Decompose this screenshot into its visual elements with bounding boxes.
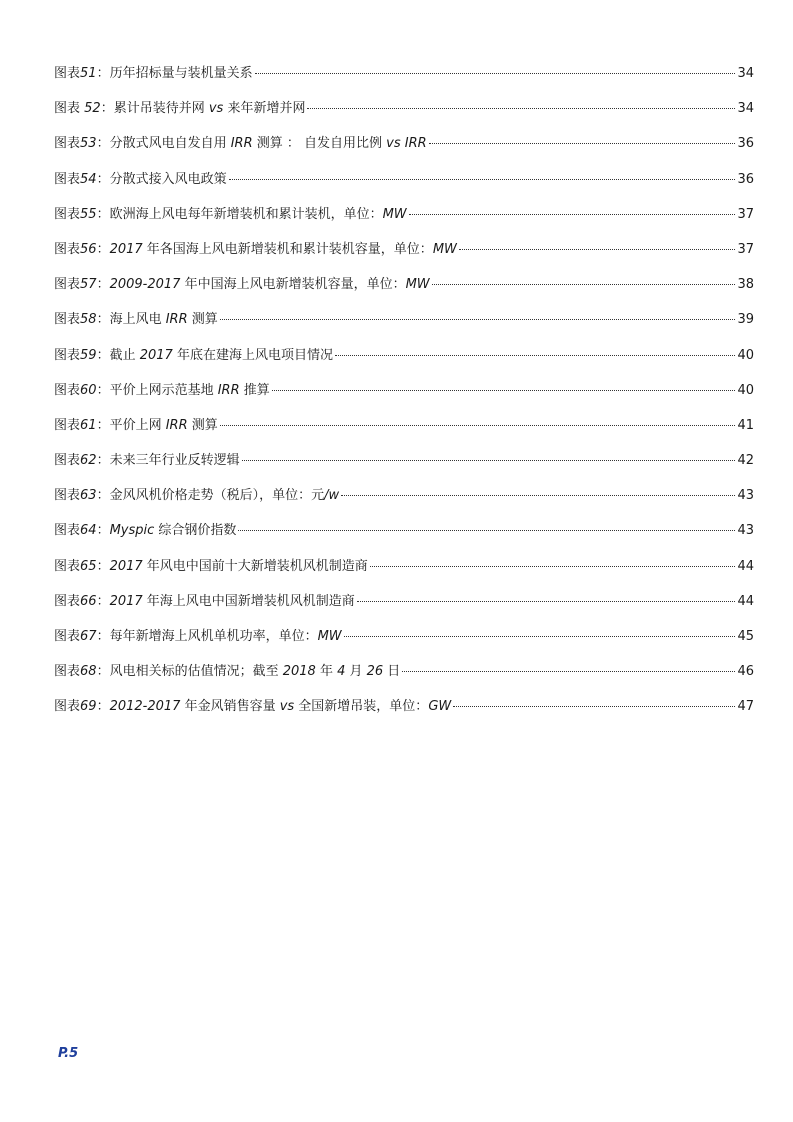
figure-caption-text: 测算 <box>187 312 218 328</box>
figure-prefix: 图表 <box>54 206 81 222</box>
dot-leader <box>409 214 736 215</box>
dot-leader <box>429 143 736 144</box>
toc-entry[interactable] <box>54 64 754 99</box>
toc-page-number[interactable]: 42 <box>737 453 754 469</box>
figure-caption-text: 年海上风电中国新增装机风机制造商 <box>142 593 355 609</box>
figure-caption-text: IRR <box>217 382 240 398</box>
toc-entry-title[interactable] <box>54 170 227 190</box>
figure-caption-text: vs IRR <box>386 136 427 152</box>
figure-prefix: 图表 <box>54 136 81 152</box>
toc-entry[interactable] <box>54 662 754 697</box>
dot-leader <box>272 390 736 391</box>
toc-entry-title[interactable] <box>54 486 339 506</box>
figure-caption-text: 年 <box>315 664 338 680</box>
toc-page-number[interactable]: 36 <box>737 136 754 152</box>
toc-entry-title[interactable] <box>54 381 270 401</box>
figure-prefix: 图表 <box>54 593 81 609</box>
toc-page-number[interactable]: 45 <box>737 629 754 644</box>
figure-caption-text: 4 <box>337 664 346 680</box>
dot-leader <box>255 73 736 74</box>
figure-separator: ： <box>96 417 110 433</box>
figure-caption-text: 2017 <box>139 347 173 363</box>
figure-caption-text: 欧洲海上风电每年新增装机和累计装机，单位： <box>109 206 383 222</box>
figure-caption-text: 分散式接入风电政策 <box>109 171 227 187</box>
figure-number: 68 <box>80 664 97 680</box>
figure-caption-text: 来年新增并网 <box>223 101 306 117</box>
figure-caption-text: 测算 <box>187 417 218 433</box>
toc-page-number[interactable]: 39 <box>737 312 754 328</box>
toc-entry[interactable] <box>54 310 754 345</box>
toc-entry[interactable] <box>54 486 754 521</box>
figure-caption-text: 未来三年行业反转逻辑 <box>109 453 240 469</box>
figure-caption-text: 金风风机价格走势（税后），单位：元 <box>109 488 325 504</box>
figure-prefix: 图表 <box>54 312 81 328</box>
figure-caption-text: IRR <box>165 312 188 328</box>
figure-caption-text: 2017 <box>109 593 143 609</box>
figure-caption-text: 分散式风电自发自用 <box>109 136 231 152</box>
figure-caption-text: 测算 ： 自发自用比例 <box>252 136 387 152</box>
toc-entry-title[interactable] <box>54 99 305 119</box>
toc-entry-title[interactable] <box>54 134 427 154</box>
toc-entry-title[interactable] <box>54 310 218 330</box>
toc-entry-title[interactable] <box>54 416 218 436</box>
figure-caption-text: IRR <box>230 136 253 152</box>
figure-separator: ： <box>96 312 110 328</box>
figure-prefix: 图表 <box>54 453 81 469</box>
dot-leader <box>242 460 736 461</box>
figure-caption-text: 年各国海上风电新增装机和累计装机容量，单位： <box>142 241 433 257</box>
toc-page-number[interactable]: 46 <box>737 664 754 680</box>
figure-prefix: 图表 <box>54 382 81 398</box>
figure-separator: ： <box>96 241 110 257</box>
figure-caption-text: 综合钢价指数 <box>154 523 237 539</box>
toc-entry[interactable] <box>54 381 754 416</box>
figure-caption-text: MW <box>382 206 407 222</box>
figure-caption-text: IRR <box>165 417 188 433</box>
figure-number: 57 <box>80 277 97 293</box>
toc-entry-title[interactable] <box>54 592 355 612</box>
figure-separator: ： <box>96 523 110 539</box>
figure-caption-text: 海上风电 <box>109 312 166 328</box>
figure-number: 65 <box>80 558 97 574</box>
figure-separator: ： <box>96 488 110 504</box>
dot-leader <box>357 601 736 602</box>
figure-separator: ： <box>96 277 110 293</box>
figure-prefix: 图表 <box>54 523 81 539</box>
figure-number: 55 <box>80 206 97 222</box>
figure-number: 62 <box>80 453 97 469</box>
toc-entry[interactable] <box>54 240 754 275</box>
figure-separator: ： <box>96 382 110 398</box>
figure-number: 51 <box>80 66 97 81</box>
figure-caption-text: 日 <box>383 664 401 680</box>
figure-caption-text: MW <box>317 629 342 644</box>
toc-entry-title[interactable] <box>54 521 236 541</box>
toc-page-number[interactable]: 36 <box>737 171 754 187</box>
figure-prefix: 图表 <box>54 629 81 644</box>
toc-entry-title[interactable] <box>54 697 451 717</box>
figure-caption-text: 全国新增吊装，单位： <box>294 699 429 715</box>
figure-prefix: 图表 <box>54 101 81 117</box>
figure-number: 52 <box>80 101 101 117</box>
figure-caption-text: 年风电中国前十大新增装机风机制造商 <box>142 558 368 574</box>
toc-entry[interactable] <box>54 697 754 732</box>
figure-caption-text: 2009-2017 <box>109 277 181 293</box>
toc-entry[interactable] <box>54 557 754 592</box>
toc-entry[interactable] <box>54 416 754 451</box>
figure-separator: ： <box>96 206 110 222</box>
figure-caption-text: vs <box>279 699 295 715</box>
figure-caption-text: 2018 <box>282 664 316 680</box>
figure-number: 53 <box>80 136 97 152</box>
figure-separator: ： <box>96 136 110 152</box>
figure-caption-text: 风电相关标的估值情况；截至 <box>109 664 283 680</box>
dot-leader <box>220 319 736 320</box>
toc-page-number[interactable]: 43 <box>737 488 754 504</box>
toc-entry[interactable] <box>54 451 754 486</box>
figure-separator: ： <box>96 558 110 574</box>
figure-caption-text: 历年招标量与装机量关系 <box>109 66 253 81</box>
figure-prefix: 图表 <box>54 66 81 81</box>
figure-separator: ： <box>96 66 110 81</box>
dot-leader <box>341 495 735 496</box>
figure-separator: ： <box>96 593 110 609</box>
toc-entry[interactable] <box>54 99 754 134</box>
dot-leader <box>453 706 735 707</box>
figure-caption-text: 26 <box>366 664 384 680</box>
figure-caption-text: Myspic <box>109 523 155 539</box>
dot-leader <box>459 249 736 250</box>
figure-prefix: 图表 <box>54 699 81 715</box>
figure-caption-text: 平价上网示范基地 <box>109 382 218 398</box>
toc-page-number[interactable]: 34 <box>737 66 754 81</box>
dot-leader <box>238 530 735 531</box>
figure-caption-text: 月 <box>345 664 367 680</box>
figure-caption-text: 年底在建海上风电项目情况 <box>172 347 333 363</box>
figure-prefix: 图表 <box>54 558 81 574</box>
figure-caption-text: 年中国海上风电新增装机容量，单位： <box>180 277 406 293</box>
toc-page-number[interactable]: 40 <box>737 382 754 398</box>
toc-entry-title[interactable] <box>54 64 253 84</box>
toc-entry[interactable] <box>54 346 754 381</box>
toc-entry[interactable] <box>54 627 754 662</box>
toc-page-number[interactable]: 37 <box>737 241 754 257</box>
dot-leader <box>307 108 735 109</box>
figure-prefix: 图表 <box>54 241 81 257</box>
figure-caption-text: 2017 <box>109 241 143 257</box>
figure-prefix: 图表 <box>54 171 81 187</box>
toc-entry[interactable] <box>54 170 754 205</box>
toc-entry[interactable] <box>54 134 754 169</box>
toc-entry-title[interactable] <box>54 662 400 682</box>
figure-number: 59 <box>80 347 97 363</box>
toc-page-number[interactable]: 44 <box>737 593 754 609</box>
figure-caption-text: 累计吊装待并网 <box>113 101 209 117</box>
toc-entry-title[interactable] <box>54 451 240 471</box>
figure-number: 64 <box>80 523 97 539</box>
list-of-figures <box>54 64 754 733</box>
figure-caption-text: MW <box>405 277 430 293</box>
figure-number: 69 <box>80 699 97 715</box>
figure-separator: ： <box>96 664 110 680</box>
figure-caption-text: 每年新增海上风机单机功率，单位： <box>109 629 318 644</box>
toc-page-number[interactable]: 37 <box>737 206 754 222</box>
figure-caption-text: 年金风销售容量 <box>180 699 280 715</box>
figure-caption-text: 2017 <box>109 558 143 574</box>
figure-caption-text: 推算 <box>239 382 270 398</box>
figure-number: 63 <box>80 488 97 504</box>
toc-page-number[interactable]: 44 <box>737 558 754 574</box>
figure-separator: ： <box>96 347 110 363</box>
figure-prefix: 图表 <box>54 277 81 293</box>
figure-number: 56 <box>80 241 97 257</box>
toc-entry[interactable] <box>54 205 754 240</box>
toc-page-number[interactable]: 34 <box>737 101 754 117</box>
figure-prefix: 图表 <box>54 488 81 504</box>
toc-entry-title[interactable] <box>54 240 457 260</box>
figure-prefix: 图表 <box>54 417 81 433</box>
toc-entry-title[interactable] <box>54 205 407 225</box>
figure-separator: ： <box>96 171 110 187</box>
figure-number: 67 <box>80 629 97 644</box>
figure-caption-text: MW <box>432 241 457 257</box>
figure-separator: ： <box>96 453 110 469</box>
dot-leader <box>432 284 736 285</box>
dot-leader <box>370 566 736 567</box>
figure-caption-text: /w <box>324 488 340 504</box>
dot-leader <box>344 636 736 637</box>
toc-entry[interactable] <box>54 275 754 310</box>
figure-number: 60 <box>80 382 97 398</box>
figure-separator: ： <box>96 629 110 644</box>
toc-page-number[interactable]: 41 <box>737 417 754 433</box>
figure-number: 54 <box>80 171 97 187</box>
figure-caption-text: 截止 <box>109 347 140 363</box>
toc-entry[interactable] <box>54 592 754 627</box>
toc-entry-title[interactable] <box>54 627 342 647</box>
figure-prefix: 图表 <box>54 347 81 363</box>
dot-leader <box>402 671 735 672</box>
figure-number: 61 <box>80 417 97 433</box>
page-number: P.5 <box>58 1046 79 1061</box>
dot-leader <box>335 355 736 356</box>
figure-caption-text: GW <box>428 699 452 715</box>
figure-caption-text: vs <box>208 101 224 117</box>
toc-page-number[interactable]: 43 <box>737 523 754 539</box>
toc-page-number[interactable]: 47 <box>737 699 754 715</box>
figure-caption-text: 2012-2017 <box>109 699 181 715</box>
toc-entry-title[interactable] <box>54 346 333 366</box>
dot-leader <box>229 179 736 180</box>
figure-caption-text: 平价上网 <box>109 417 166 433</box>
dot-leader <box>220 425 736 426</box>
figure-number: 66 <box>80 593 97 609</box>
figure-separator: ： <box>100 101 114 117</box>
toc-page-number[interactable]: 38 <box>737 277 754 293</box>
figure-prefix: 图表 <box>54 664 81 680</box>
toc-entry-title[interactable] <box>54 557 368 577</box>
toc-page-number[interactable]: 40 <box>737 347 754 363</box>
toc-entry-title[interactable] <box>54 275 430 295</box>
figure-separator: ： <box>96 699 110 715</box>
toc-entry[interactable] <box>54 521 754 556</box>
figure-number: 58 <box>80 312 97 328</box>
